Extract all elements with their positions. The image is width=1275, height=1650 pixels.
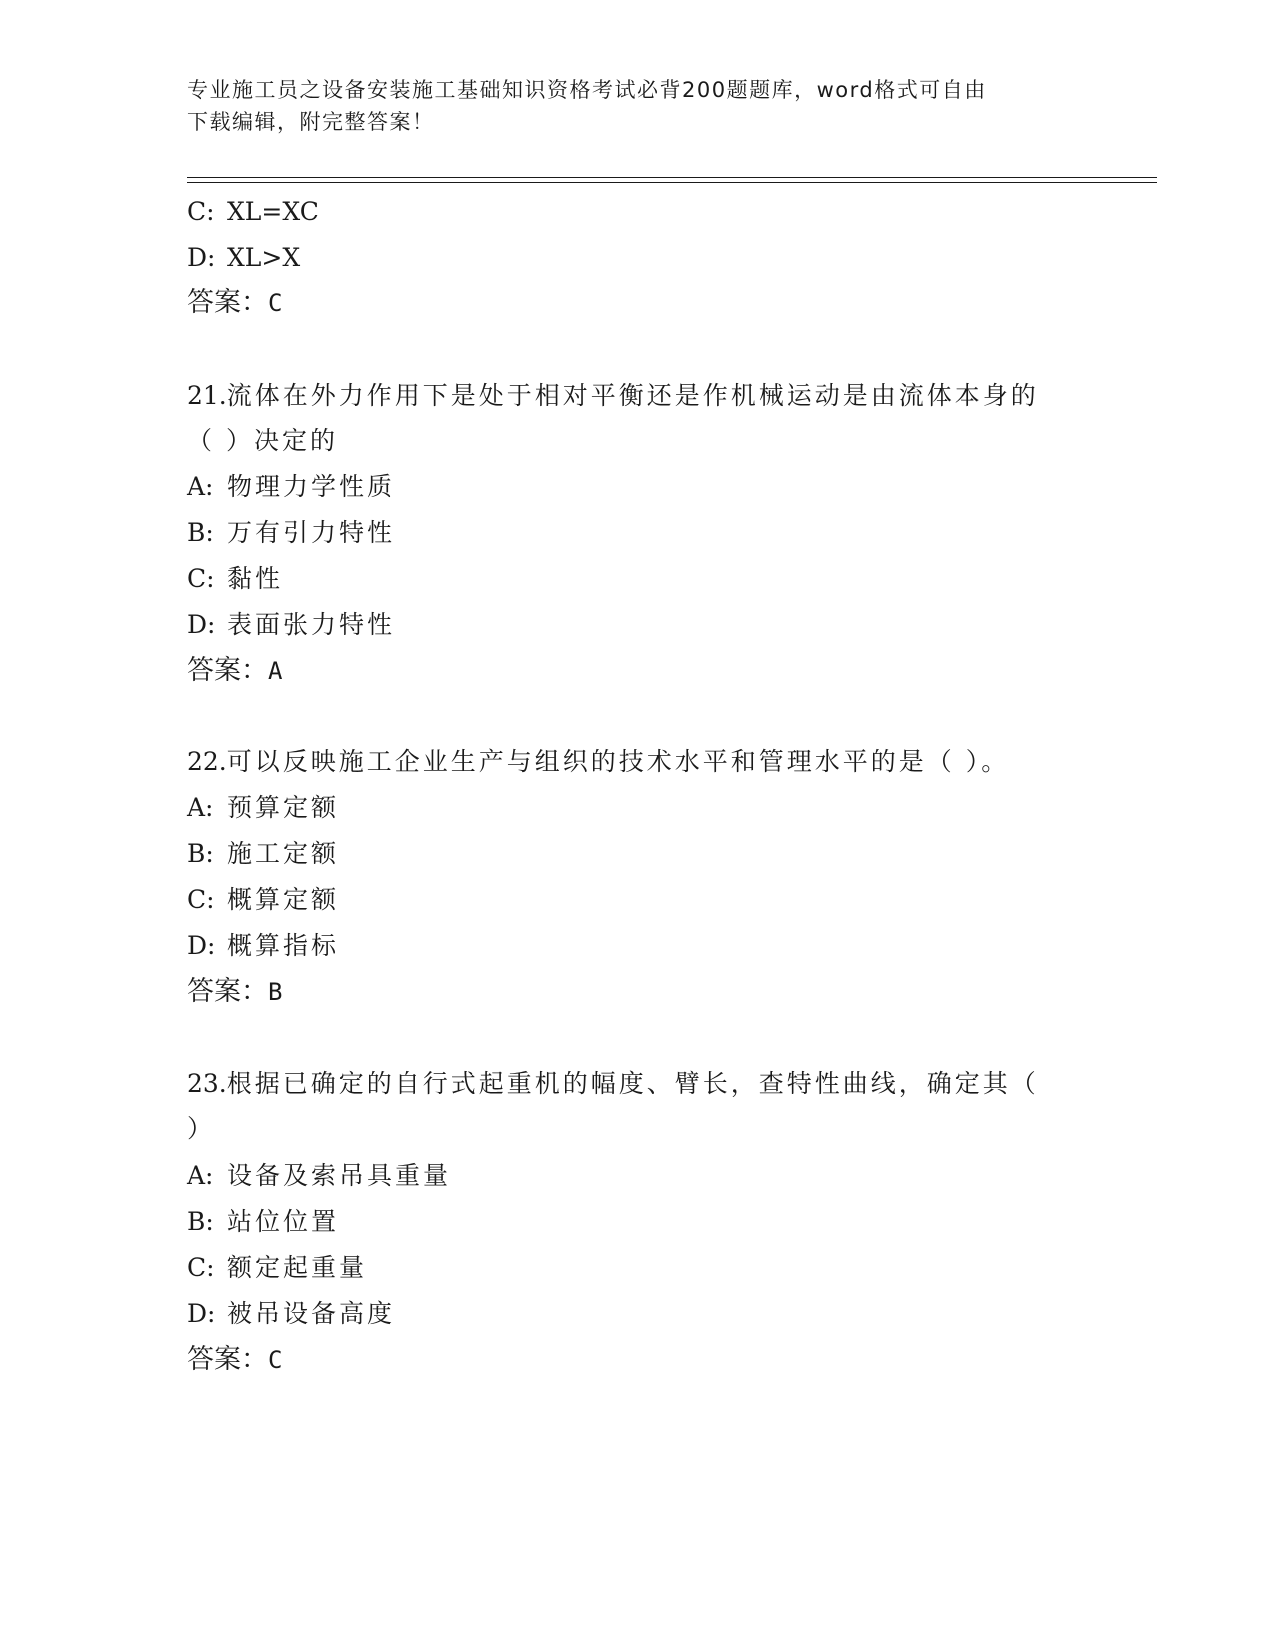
answer-line	[187, 655, 282, 687]
answer-value: C	[268, 289, 283, 317]
answer-label: 答案：	[187, 655, 268, 686]
option-d	[187, 609, 395, 641]
option-text: 被吊设备高度	[227, 1299, 396, 1328]
option-text: 站位位置	[227, 1207, 340, 1236]
option-text: 黏性	[227, 564, 284, 593]
answer-line	[187, 1344, 282, 1376]
option-letter: A:	[187, 1161, 214, 1190]
header-divider-bottom	[187, 182, 1157, 183]
option-letter: D:	[187, 1299, 216, 1328]
answer-label: 答案：	[187, 287, 268, 318]
answer-value: A	[268, 657, 283, 685]
question-number: 21.	[187, 381, 227, 410]
option-letter: B:	[187, 839, 214, 868]
option-text: 概算指标	[227, 931, 340, 960]
answer-line	[187, 976, 282, 1008]
question-number: 23.	[187, 1069, 227, 1098]
option-c	[187, 563, 283, 595]
option-letter: D:	[187, 243, 216, 272]
question-23-text-cont: ）	[187, 1114, 216, 1143]
option-text: 预算定额	[227, 793, 340, 822]
document-header-line-2: 下载编辑，附完整答案！	[187, 110, 435, 134]
option-text: 概算定额	[227, 885, 340, 914]
option-letter: C:	[187, 564, 215, 593]
option-c	[187, 1252, 367, 1284]
option-c	[187, 196, 319, 228]
question-stem: 根据已确定的自行式起重机的幅度、臂长，查特性曲线，确定其（	[226, 1069, 1039, 1098]
option-letter: D:	[187, 610, 216, 639]
option-d	[187, 1298, 395, 1330]
answer-label: 答案：	[187, 976, 268, 1007]
question-23-text	[187, 1068, 1039, 1100]
option-text: 额定起重量	[227, 1253, 368, 1282]
option-text: 表面张力特性	[227, 610, 396, 639]
question-21-text-cont: （ ）决定的	[187, 426, 338, 455]
answer-value: C	[268, 1346, 283, 1374]
option-letter: A:	[187, 793, 214, 822]
option-text: 设备及索吊具重量	[227, 1161, 452, 1190]
question-21-text	[187, 380, 1039, 412]
option-text: 万有引力特性	[227, 518, 396, 547]
option-d	[187, 242, 300, 274]
option-b	[187, 1206, 339, 1238]
question-stem: 流体在外力作用下是处于相对平衡还是作机械运动是由流体本身的	[226, 381, 1039, 410]
question-stem: 可以反映施工企业生产与组织的技术水平和管理水平的是（ ）。	[226, 747, 1010, 776]
option-a	[187, 1160, 451, 1192]
document-header-line-1: 专业施工员之设备安装施工基础知识资格考试必背200题题库，word格式可自由	[187, 78, 987, 102]
option-text: 物理力学性质	[227, 472, 396, 501]
option-text: XL>X	[227, 243, 301, 272]
answer-value: B	[268, 978, 283, 1006]
option-c	[187, 884, 339, 916]
option-text: 施工定额	[227, 839, 340, 868]
option-letter: D:	[187, 931, 216, 960]
option-text: XL=XC	[227, 197, 319, 226]
option-letter: B:	[187, 1207, 214, 1236]
question-22-text	[187, 746, 1009, 778]
option-letter: A:	[187, 472, 214, 501]
option-letter: C:	[187, 1253, 215, 1282]
option-b	[187, 838, 339, 870]
option-d	[187, 930, 339, 962]
option-a	[187, 471, 395, 503]
answer-line	[187, 287, 282, 319]
answer-label: 答案：	[187, 1344, 268, 1375]
header-divider-top	[187, 177, 1157, 178]
option-a	[187, 792, 339, 824]
question-number: 22.	[187, 747, 227, 776]
option-letter: C:	[187, 885, 215, 914]
option-letter: C:	[187, 197, 215, 226]
option-letter: B:	[187, 518, 214, 547]
option-b	[187, 517, 395, 549]
